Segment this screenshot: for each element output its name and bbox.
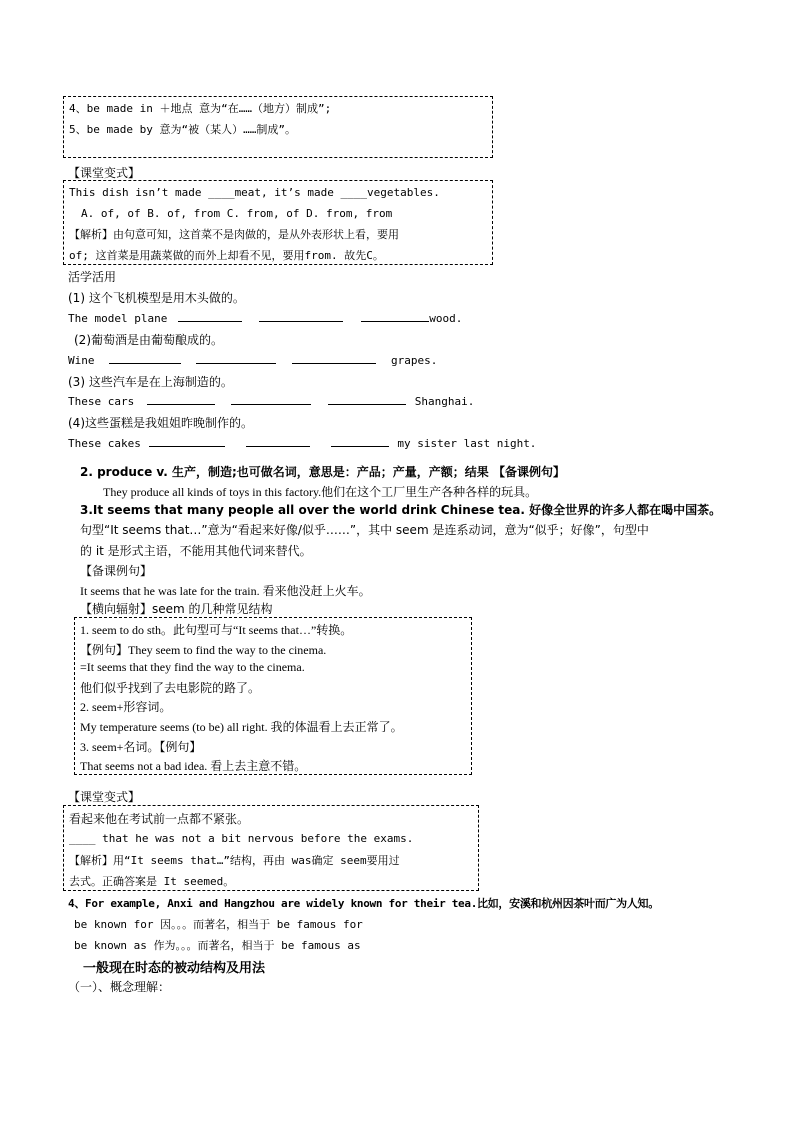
box2-line-1: 1. seem to do sth。此句型可与“It seems that…”转换。 [80,623,353,637]
exercise2-question-en: ____ that he was not a bit nervous before the exams. [69,832,414,845]
practice-q3-cn: (3) 这些汽车是在上海制造的。 [68,375,233,389]
blank[interactable] [231,394,311,405]
blank[interactable] [259,311,343,322]
section2-example: They produce all kinds of toys in this factory.他们在这个工厂里生产各种各样的玩具。 [103,485,538,499]
box2-line-2: 【例句】They seem to find the way to the cinema. [80,643,327,657]
blank[interactable] [196,353,276,364]
section3-example-heading: 【备课例句】 [80,564,153,578]
section3-desc-2: 的 it 是形式主语，不能用其他代词来替代。 [80,544,312,558]
section3-example: It seems that he was late for the train. 看来他没赶上火车。 [80,584,371,598]
exercise2-analysis-1: 【解析】用“It seems that…”结构，再由 was确定 seem要用过 [69,854,400,867]
box2-line-6: My temperature seems (to be) all right. 我的体温看上去正常了。 [80,720,403,734]
blank[interactable] [328,394,406,405]
box2-line-7: 3. seem+名词。【例句】 [80,740,202,754]
section2-title: 2. produce v. 生产，制造;也可做名词，意思是：产品；产量，产额；结果 【备课例句】 [80,465,565,479]
exercise1-analysis-2: of; 这首菜是用蔬菜做的而外上却看不见，要用from. 故先C。 [69,249,384,262]
practice-q2-en [68,353,437,367]
section4-line-1: be known for 因。。。而著名，相当于 be famous for [74,918,363,931]
practice-q2-start: Wine [68,354,95,367]
section3-desc-1: 句型“It seems that…”意为“看起来好像/似乎……”，其中 seem 是连系动词，意为“似乎；好像”，句型中 [80,523,649,537]
exercise2-heading: 【课堂变式】 [68,790,141,804]
blank[interactable] [246,436,310,447]
section3-radiation-heading: 【横向辐射】seem 的几种常见结构 [80,602,273,616]
blank[interactable] [178,311,242,322]
practice-q4-start: These cakes [68,437,141,450]
practice-q2-cn: (2)葡萄酒是由葡萄酿成的。 [74,333,223,347]
section5-subtitle: （一）、概念理解： [68,980,171,994]
exercise1-heading: 【课堂变式】 [68,166,141,180]
box1-line2: 5、be made by 意为“被（某人）……制成”。 [69,123,296,136]
practice-q1-cn: (1) 这个飞机模型是用木头做的。 [68,291,245,305]
blank[interactable] [331,436,389,447]
box2-line-5: 2. seem+形容词。 [80,700,172,714]
practice-q4-end: my sister last night. [397,437,537,450]
practice-q4-en [68,436,536,450]
section4-line-2: be known as 作为。。。而著名，相当于 be famous as [74,939,361,952]
exercise1-question: This dish isn’t made ____meat, it’s made ____vegetables. [69,186,440,199]
blank[interactable] [361,311,429,322]
blank[interactable] [292,353,376,364]
box2-line-4: 他们似乎找到了去电影院的路了。 [80,681,261,695]
blank[interactable] [149,436,225,447]
practice-q1-end: wood. [429,312,463,325]
practice-title: 活学活用 [68,270,117,284]
box2-line-8: That seems not a bad idea. 看上去主意不错。 [80,759,307,773]
blank[interactable] [109,353,181,364]
exercise1-options: A. of, of B. of, from C. from, of D. from, from [81,207,393,220]
practice-q3-en [68,394,474,408]
practice-q3-end: Shanghai. [414,395,475,408]
section3-title: 3.It seems that many people all over the world drink Chinese tea. 好像全世界的许多人都在喝中国茶。 [80,503,722,517]
box1-line1: 4、be made in ＋地点 意为“在……（地方）制成”; [69,102,332,115]
blank[interactable] [147,394,215,405]
section5-title: 一般现在时态的被动结构及用法 [83,961,266,976]
exercise1-analysis-1: 【解析】由句意可知，这首菜不是肉做的，是从外表形状上看，要用 [69,228,399,241]
practice-q1-start: The model plane [68,312,168,325]
practice-q2-end: grapes. [391,354,438,367]
box2-line-3: =It seems that they find the way to the cinema. [80,660,305,674]
section4-title: 4、For example, Anxi and Hangzhou are widely known for their tea.比如，安溪和杭州因茶叶而广为人知。 [68,897,659,910]
practice-q3-start: These cars [68,395,135,408]
exercise2-analysis-2: 去式。正确答案是 It seemed。 [69,875,235,888]
exercise2-question-cn: 看起来他在考试前一点都不紧张。 [69,812,250,826]
practice-q1-en [68,311,462,325]
practice-q4-cn: (4)这些蛋糕是我姐姐昨晚制作的。 [68,416,253,430]
